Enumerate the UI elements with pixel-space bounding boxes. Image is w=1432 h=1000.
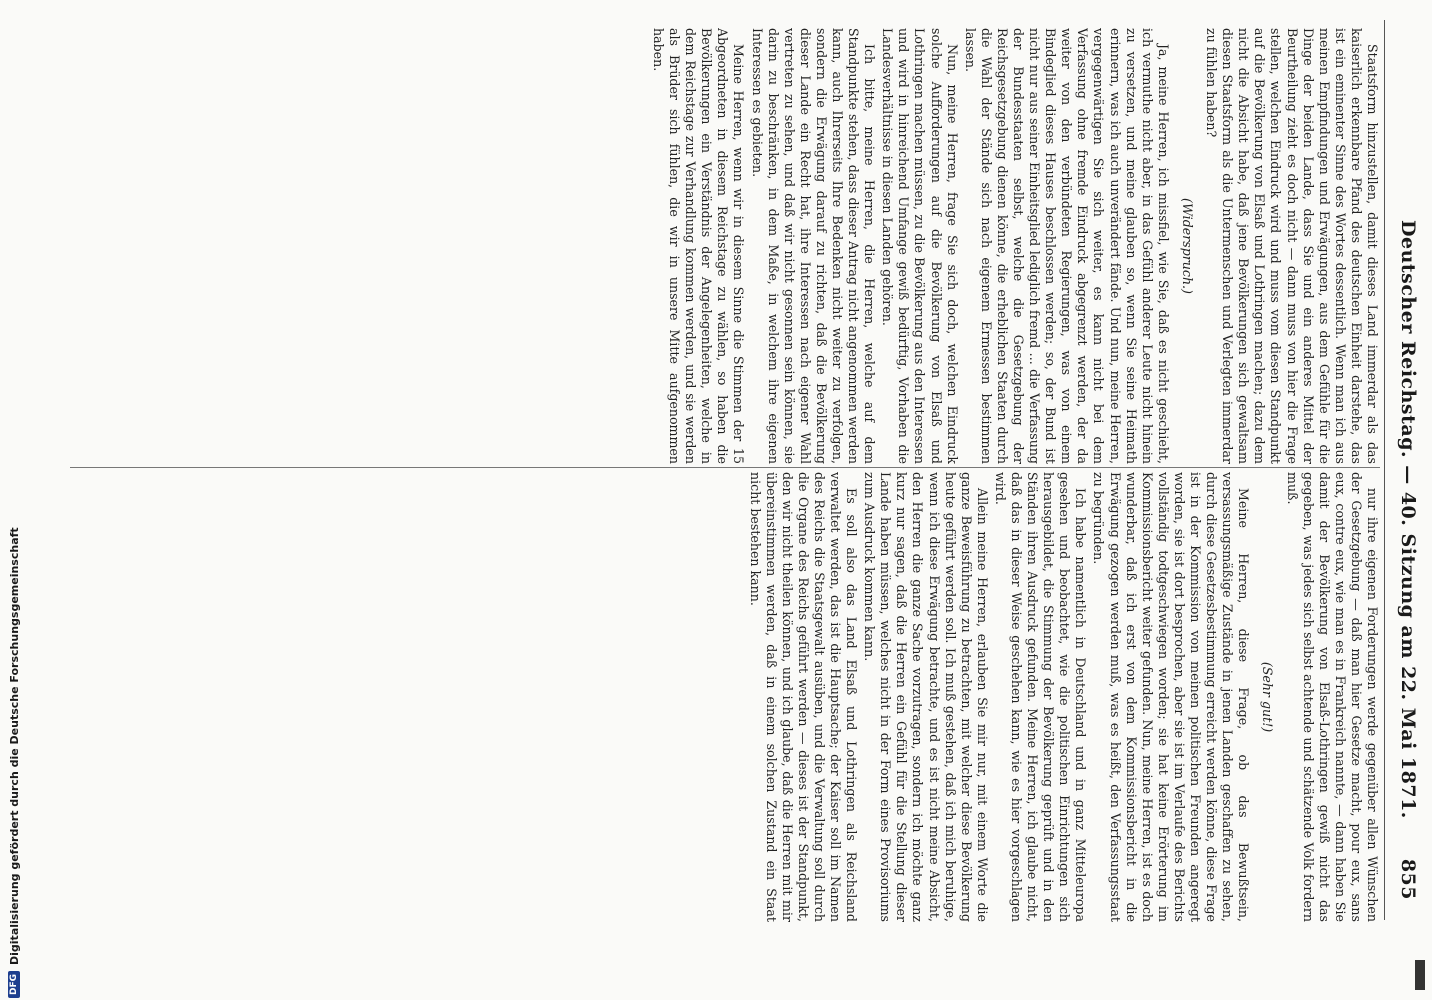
text-column-bottom bbox=[70, 472, 1380, 922]
paragraph: nur ihre eigenen Forderungen werde gegenüber allen Wünschen der Gesetzgebung — daß man hier Gesetze macht, pour eux, sans eux, contre eux, wie man es in Frankreich nannte, — dann haben Sie damit der Bevölkerung von Elsaß-Lothringen gewiß nicht das gegeben, was jedes sich selbst achtende und schätzende Volk fordern muß. bbox=[1284, 472, 1380, 922]
column-divider bbox=[70, 467, 1380, 468]
header-title: Deutscher Reichstag. — 40. Sitzung am 22. Mai 1871. bbox=[1397, 220, 1419, 819]
running-header bbox=[1388, 10, 1428, 910]
header-divider bbox=[1384, 20, 1385, 920]
dfg-logo: DFG bbox=[8, 971, 20, 998]
notice-text: Digitalisierung gefördert durch die Deutsche Forschungsgemeinschaft bbox=[7, 527, 21, 965]
paragraph: Ich habe namentlich in Deutschland und in ganz Mitteleuropa gesehen und beobachtet, wie die politischen Einrichtungen sich herausgebildet, die Stimmung der Bevölkerung geprüft und in den Ständen ihren Ausdruck gefunden. Meine Herren, ich glaube nicht, daß das in dieser Weise geschehen kann, wie es hier vorgeschlagen wird. bbox=[992, 472, 1089, 922]
paragraph: Staatsform hinzustellen, damit dieses Land immerdar als das kaiserlich erkennbare Pfand des deutschen Einheit darstehe, das ist ein eminenter Sinne des Wortes dessentlich. Wenn man ich aus meinen Empfindungen und Erwägungen, aus dem Gefühle für die Dinge der beiden Lande, dass Sie und ein anderes Mittel der Beurtheilung zieht es doch nicht — dann muss von hier die Frage stellen, welchen Eindruck wird und muss vom diesen Standpunkt auf die Bevölkerung von Elsaß und Lothringen machen; dazu dem nicht die Absicht habe, daß jene Bevölkerungen sich gewaltsam diesen Staatsform als die Untermenschen und Verlegten immerdar zu fühlen haben? bbox=[1204, 28, 1380, 464]
paragraph: Meine Herren, diese Frage, ob das Bewußtsein, versassungsmäßige Zustände in jenen Landen geschaffen zu sehen, durch diese Gesetzesbestimmung erreicht werden könne, diese Frage ist in der Kommission von meinen politischen Freunden angeregt worden, sie ist dort besprochen, aber sie ist im Verlaufe des Berichts vollständig todtgeschwiegen worden; sie hat keine Erörterung im Kommissionsbericht weiter gefunden. Nun, meine Herren, ist es doch wunderbar, daß ich erst von dem Kommissionsbericht in die Erwägung gezogen werden muß, was es heißt, den Verfassungsstaat zu begründen. bbox=[1091, 472, 1252, 922]
paragraph: (Sehr gut!) bbox=[1260, 661, 1276, 733]
paragraph: (Widerspruch.) bbox=[1179, 198, 1195, 294]
text-column-top bbox=[70, 28, 1380, 464]
page-number: 855 bbox=[1397, 858, 1419, 900]
paragraph: Nun, meine Herren, frage Sie sich doch, welchen Eindruck solche Aufforderungen auf die Bevölkerung von Elsaß und Lothringen machen müssen, zu die Bevölkerung aus den Interessen und wird in hinreichend Umfange gewiß bedürftig, Vorhaben die Landesverhältnisse in diesen Landen gehören. bbox=[880, 28, 960, 464]
paragraph: Es soll also das Land Elsaß und Lothringen als Reichsland verwaltet werden, das ist die Hauptsache; der Kaiser soll im Namen des Reichs die Staatsgewalt ausüben, und die Verwaltung soll durch die Organe des Reichs geführt werden — dieses ist der Standpunkt, den wir nicht theilen können, und ich glaube, daß die Herren mit mir übereinstimmen werden, daß in einem solchen Zustand ein Staat nicht bestehen kann. bbox=[747, 472, 860, 922]
scan-edge-mark bbox=[1415, 960, 1425, 990]
paragraph: Allein meine Herren, erlauben Sie mir nur, mit einem Worte die ganze Beweisführung zu betrachten, mit welcher diese Bevölkerung heute geführt werden soll. Ich muß gestehen, daß ich mich beruhige, wenn ich diese Erwägung betrachte, und es ist nicht meine Absicht, den Herren die ganze Sache vorzutragen, sondern ich möchte ganz kurz nur sagen, daß die Herren ein Gefühl für die Stellung dieser Lande haben müssen, welches nicht in der Form eines Provisoriums zum Ausdruck kommen kann. bbox=[862, 472, 990, 922]
paragraph: Ich bitte, meine Herren, die Herren, welche auf dem Standpunkte stehen, dass dieser Antrag nicht angenommen werden kann, auch Ihrerseits Ihre Bedenken nicht weiter zu verfolgen, sondern die Erwägung darauf zu richten, daß die Bevölkerung dieser Lande ein Recht hat, ihre Interessen nach eigener Wahl vertreten zu sehen, und daß wir nicht gesonnen sein können, sie darin zu beschränken, in dem Maße, in welchem ihre eigenen Interessen es gebieten. bbox=[749, 28, 878, 464]
paragraph: Ja, meine Herren, ich missfiel, wie Sie, daß es nicht geschieht, ich vermuthe nicht aber, in das Gefühl anderer Leute nicht hinein zu versetzen, und meine glauben so, wenn Sie seine Heimath erinnern, was ich auch unverändert fände. Und nun, meine Herren, vergegenwärtigen Sie sich weiter, es kann nicht bei dem Verfassung ohne fremde Eindruck abgegrenzt werden, der da weiter von den verbündeten Regierungen, was von einem Bindeglied dieses Hauses beschlossen werden; so, der Bund ist nicht nur aus seiner Einheitsglied lediglich fremd ... die Verfassung der Bundesstaaten selbst, welche die Gesetzgebung der Reichsgesetzgebung dienen könne, die erheblichen Staaten durch die Wahl der Stände sich nach eigenem Ermessen bestimmen lassen. bbox=[962, 28, 1171, 464]
digitization-notice bbox=[4, 527, 24, 998]
paragraph: Meine Herren, wenn wir in diesem Sinne die Stimmen der 15 Abgeordneten in diesem Reichstage zu wählen, so haben die Bevölkerungen ein Verständnis der Angelegenheiten, welche in dem Reichstage zur Verhandlung kommen werden, und sie werden als Brüder sich fühlen, die wir in unsere Mitte aufgenommen haben. bbox=[650, 28, 747, 464]
